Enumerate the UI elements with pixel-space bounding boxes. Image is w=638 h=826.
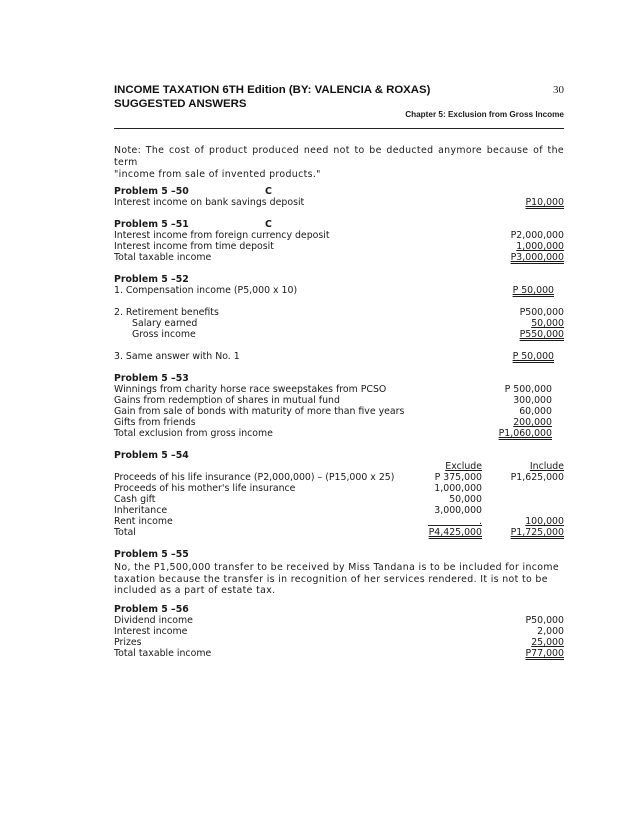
row-label: 2. Retirement benefits — [114, 307, 219, 318]
table-row — [114, 406, 564, 417]
row-label: 3. Same answer with No. 1 — [114, 351, 240, 362]
page-number: 30 — [553, 84, 564, 96]
table-row — [114, 230, 564, 241]
table-row — [114, 648, 564, 659]
row-amount: P50,000 — [525, 615, 564, 626]
include-amount: P1,725,000 — [510, 527, 564, 538]
document-title: INCOME TAXATION 6TH Edition (BY: VALENCIA & ROXAS) — [114, 84, 431, 96]
row-label: Proceeds of his life insurance (P2,000,000) – (P15,000 x 25) — [114, 472, 395, 483]
table-row — [114, 637, 564, 648]
table-row — [114, 483, 564, 494]
row-label: Total exclusion from gross income — [114, 428, 273, 439]
row-label: Total — [114, 527, 136, 538]
row-label: Gifts from friends — [114, 417, 196, 428]
table-row — [114, 307, 564, 318]
row-amount: 60,000 — [519, 406, 552, 417]
row-label: Inheritance — [114, 505, 168, 516]
row-amount: P 50,000 — [512, 351, 554, 362]
row-label: 1. Compensation income (P5,000 x 10) — [114, 285, 298, 296]
row-amount: P500,000 — [519, 307, 564, 318]
header-divider — [114, 128, 564, 129]
row-label: Gains from redemption of shares in mutual fund — [114, 395, 340, 406]
row-label: Total taxable income — [114, 648, 212, 659]
paragraph-line: included as a part of estate tax. — [114, 585, 276, 597]
table-row — [114, 395, 564, 406]
row-amount: 200,000 — [513, 417, 552, 428]
problem-title: Problem 5 –50 — [114, 186, 189, 197]
note-paragraph — [114, 145, 564, 181]
row-label: Gross income — [132, 329, 196, 340]
row-amount: P1,060,000 — [498, 428, 552, 439]
problem-title: Problem 5 –56 — [114, 604, 189, 615]
row-label: Cash gift — [114, 494, 156, 505]
exclude-amount: P4,425,000 — [428, 527, 482, 538]
row-label: Rent income — [114, 516, 173, 527]
row-label: Proceeds of his mother's life insurance — [114, 483, 296, 494]
problem-title: Problem 5 –52 — [114, 274, 189, 285]
table-row — [114, 516, 564, 527]
table-row — [114, 351, 564, 362]
problem-5-53-heading — [114, 373, 564, 384]
row-label: Total taxable income — [114, 252, 212, 263]
table-row — [114, 472, 564, 483]
row-label: Salary earned — [132, 318, 198, 329]
include-amount: 100,000 — [525, 516, 564, 527]
row-label: Dividend income — [114, 615, 193, 626]
table-row — [114, 318, 564, 329]
problem-title: Problem 5 –53 — [114, 373, 189, 384]
paragraph-line: No, the P1,500,000 transfer to be received by Miss Tandana is to be included for income — [114, 562, 559, 573]
table-row — [114, 384, 564, 395]
table-row — [114, 494, 564, 505]
problem-5-51-heading — [114, 219, 564, 230]
table-row — [114, 285, 564, 296]
table-header-row — [114, 461, 564, 472]
exclude-amount: . — [479, 516, 482, 527]
problem-5-55-heading — [114, 549, 564, 560]
problem-title: Problem 5 –55 — [114, 549, 189, 560]
chapter-title: Chapter 5: Exclusion from Gross Income — [405, 110, 564, 119]
exclude-amount: P 375,000 — [434, 472, 482, 483]
problem-5-56-heading — [114, 604, 564, 615]
row-amount: P3,000,000 — [510, 252, 564, 263]
problem-5-54-heading — [114, 450, 564, 461]
table-row — [114, 428, 564, 439]
row-label: Interest income from foreign currency deposit — [114, 230, 330, 241]
row-amount: P10,000 — [525, 197, 564, 208]
table-row — [114, 615, 564, 626]
row-label: Interest income from time deposit — [114, 241, 274, 252]
column-header-exclude: Exclude — [445, 461, 482, 472]
table-row — [114, 527, 564, 538]
exclude-amount: 50,000 — [449, 494, 482, 505]
document-subtitle: SUGGESTED ANSWERS — [114, 98, 247, 110]
include-amount: P1,625,000 — [510, 472, 564, 483]
answer-letter: C — [265, 186, 272, 197]
row-amount: P2,000,000 — [510, 230, 564, 241]
table-row — [114, 197, 564, 208]
table-row — [114, 505, 564, 516]
row-label: Interest income — [114, 626, 188, 637]
answer-paragraph — [114, 562, 564, 597]
row-label: Gain from sale of bonds with maturity of more than five years — [114, 406, 405, 417]
note-line: Note: The cost of product produced need not to be deducted anymore because of the term — [114, 145, 564, 168]
paragraph-line: taxation because the transfer is in recognition of her services rendered. It is not to be — [114, 573, 548, 585]
table-row — [114, 241, 564, 252]
row-amount: P77,000 — [525, 648, 564, 659]
row-amount: P550,000 — [519, 329, 564, 340]
row-amount: 300,000 — [513, 395, 552, 406]
problem-5-50-heading — [114, 186, 564, 197]
row-amount: P 50,000 — [512, 285, 554, 296]
problem-title: Problem 5 –51 — [114, 219, 189, 230]
table-row — [114, 252, 564, 263]
row-amount: 1,000,000 — [516, 241, 564, 252]
problem-5-52-heading — [114, 274, 564, 285]
answer-letter: C — [265, 219, 272, 230]
problem-title: Problem 5 –54 — [114, 450, 189, 461]
table-row — [114, 626, 564, 637]
row-label: Prizes — [114, 637, 142, 648]
row-label: Winnings from charity horse race sweepstakes from PCSO — [114, 384, 387, 395]
row-amount: 2,000 — [537, 626, 564, 637]
note-line: "income from sale of invented products." — [114, 169, 321, 180]
table-row — [114, 329, 564, 340]
row-amount: P 500,000 — [504, 384, 552, 395]
row-amount: 50,000 — [531, 318, 564, 329]
table-row — [114, 417, 564, 428]
row-label: Interest income on bank savings deposit — [114, 197, 305, 208]
exclude-underline — [428, 525, 482, 526]
column-header-include: Include — [529, 461, 564, 472]
row-amount: 25,000 — [531, 637, 564, 648]
exclude-amount: 3,000,000 — [434, 505, 482, 516]
exclude-amount: 1,000,000 — [434, 483, 482, 494]
